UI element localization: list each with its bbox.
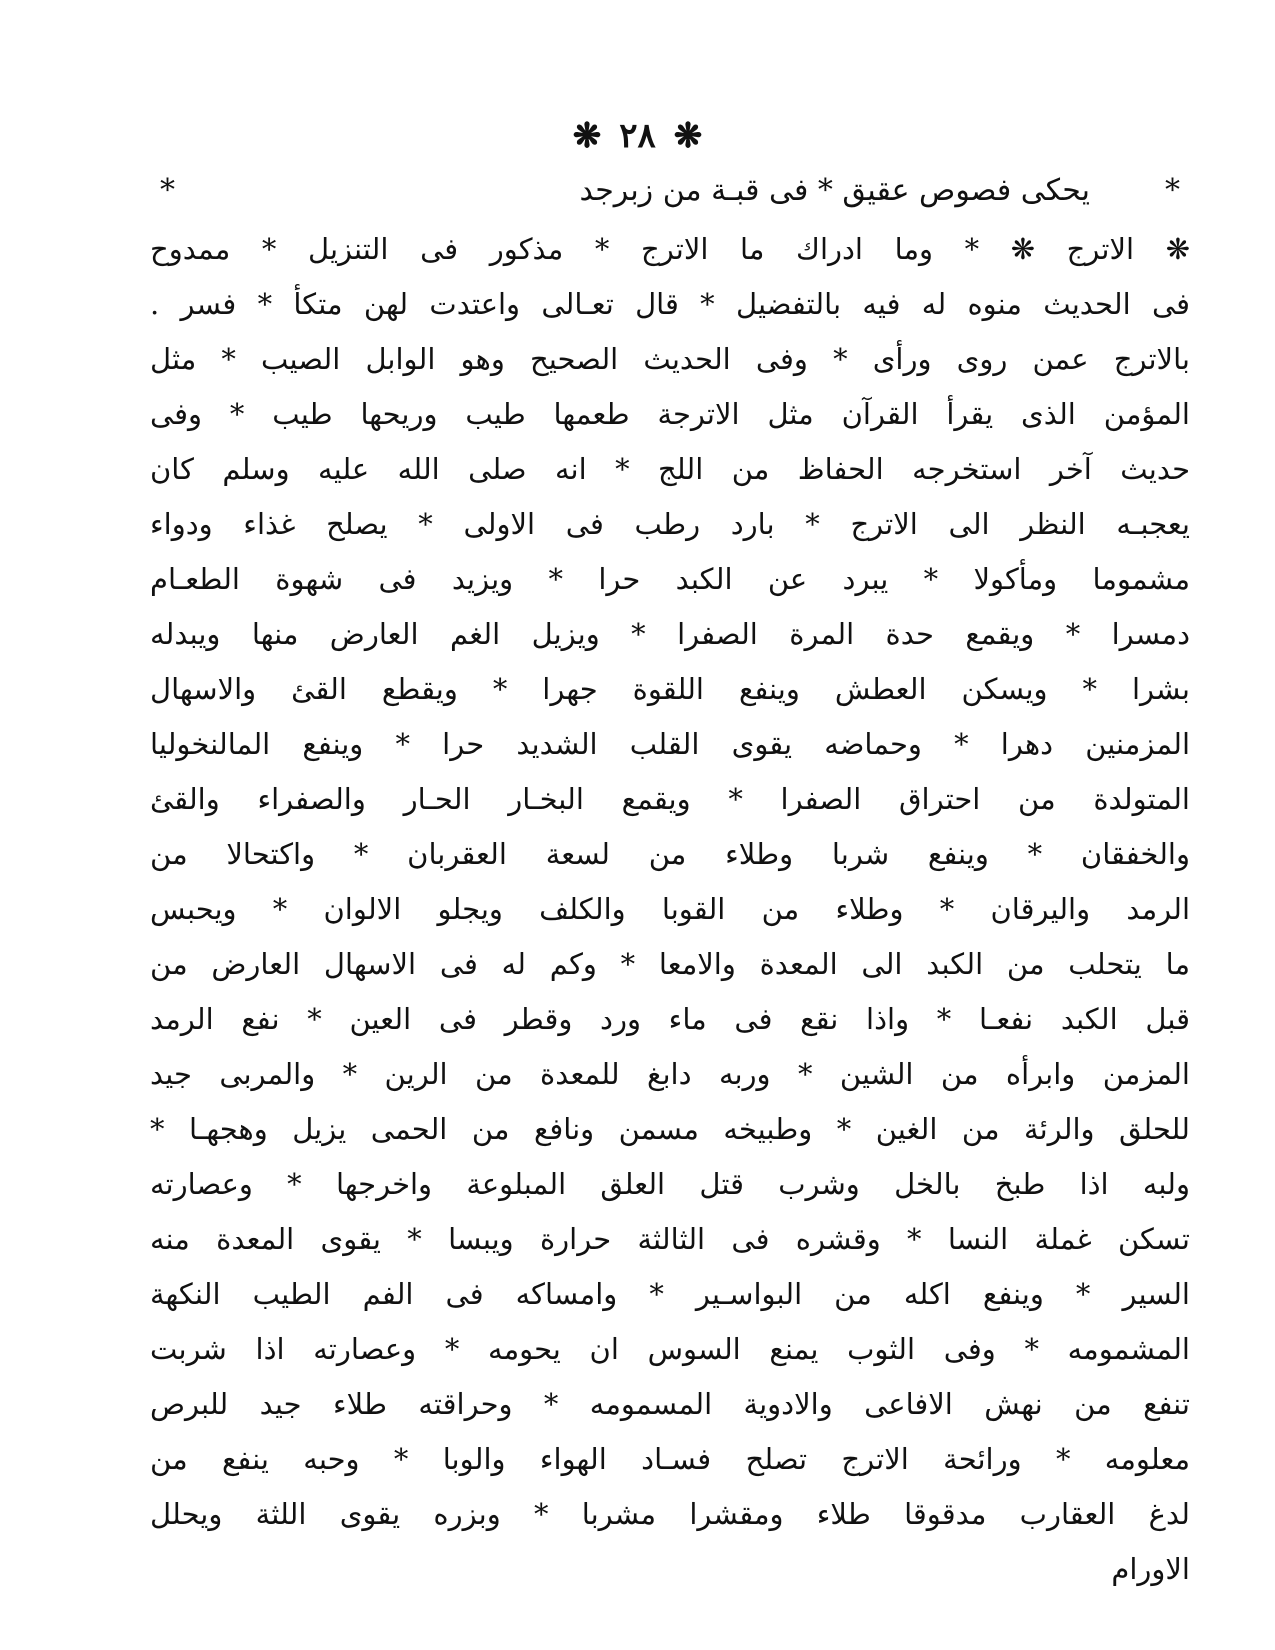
ornament-right-icon: ❋ (673, 116, 703, 156)
text-line: الرمد واليرقان * وطلاء من القوبا والكلف ويجلو الالوان * ويحبس (150, 892, 1190, 926)
text-line: مشموما ومأكولا * يبرد عن الكبد حرا * ويزيد فى شهوة الطعـام (150, 562, 1190, 596)
text-line: المؤمن الذى يقرأ القرآن مثل الاترجة طعمها طيب وريحها طيب * وفى (150, 397, 1190, 431)
text-line: للحلق والرئة من الغين * وطبيخه مسمن ونافع من الحمى يزيل وهجهـا * (150, 1112, 1190, 1146)
text-line: بشرا * ويسكن العطش وينفع اللقوة جهرا * ويقطع القئ والاسهال (150, 672, 1190, 706)
text-line: بالاترج عمن روى ورأى * وفى الحديث الصحيح وهو الوابل الصيب * مثل (150, 342, 1190, 376)
ornament-left-icon: ❋ (572, 116, 602, 156)
text-line: يعجبـه النظر الى الاترج * بارد رطب فى الاولى * يصلح غذاء ودواء (150, 507, 1190, 541)
page-header (0, 112, 1275, 160)
text-line: لدغ العقارب مدقوقا طلاء ومقشرا مشربا * وبزره يقوى اللثة ويحلل (150, 1497, 1190, 1531)
text-line: ما يتحلب من الكبد الى المعدة والامعا * وكم له فى الاسهال العارض من (150, 947, 1190, 981)
text-line: دمسرا * ويقمع حدة المرة الصفرا * ويزيل الغم العارض منها ويبدله (150, 617, 1190, 651)
text-line: المزمن وابرأه من الشين * وربه دابغ للمعدة من الرين * والمربى جيد (150, 1057, 1190, 1091)
text-line-last: الاورام (1111, 1552, 1190, 1586)
text-line: المزمنين دهرا * وحماضه يقوى القلب الشديد حرا * وينفع المالنخوليا (150, 727, 1190, 761)
text-line: ولبه اذا طبخ بالخل وشرب قتل العلق المبلوعة واخرجها * وعصارته (150, 1167, 1190, 1201)
verse-line (160, 168, 1180, 214)
text-line: معلومه * ورائحة الاترج تصلح فسـاد الهواء والوبا * وحبه ينفع من (150, 1442, 1190, 1476)
text-line: السير * وينفع اكله من البواسـير * وامساكه فى الفم الطيب النكهة (150, 1277, 1190, 1311)
verse-star-left: * (160, 173, 175, 208)
text-line: المتولدة من احتراق الصفرا * ويقمع البخـار الحـار والصفراء والقئ (150, 782, 1190, 816)
text-line: ❋ الاترج ❋ * وما ادراك ما الاترج * مذكور فى التنزيل * ممدوح (150, 232, 1190, 266)
text-line: والخفقان * وينفع شربا وطلاء من لسعة العقربان * واكتحالا من (150, 837, 1190, 871)
text-line: فى الحديث منوه له فيه بالتفضيل * قال تعـالى واعتدت لهن متكأ * فسر . (150, 287, 1190, 321)
text-line: حديث آخر استخرجه الحفاظ من اللج * انه صلى الله عليه وسلم كان (150, 452, 1190, 486)
text-line: تنفع من نهش الافاعى والادوية المسمومه * وحراقته طلاء جيد للبرص (150, 1387, 1190, 1421)
text-line: تسكن غملة النسا * وقشره فى الثالثة حرارة ويبسا * يقوى المعدة منه (150, 1222, 1190, 1256)
verse-star-right: * (1165, 173, 1180, 208)
text-line: قبل الكبد نفعـا * واذا نقع فى ماء ورد وقطر فى العين * نفع الرمد (150, 1002, 1190, 1036)
verse-text: يحكى فصوص عقيق * فى قبـة من زبرجد (579, 173, 1090, 208)
page-number: ٢٨ (619, 116, 656, 156)
body-text (150, 222, 1190, 1597)
text-line: المشمومه * وفى الثوب يمنع السوس ان يحومه * وعصارته اذا شربت (150, 1332, 1190, 1366)
